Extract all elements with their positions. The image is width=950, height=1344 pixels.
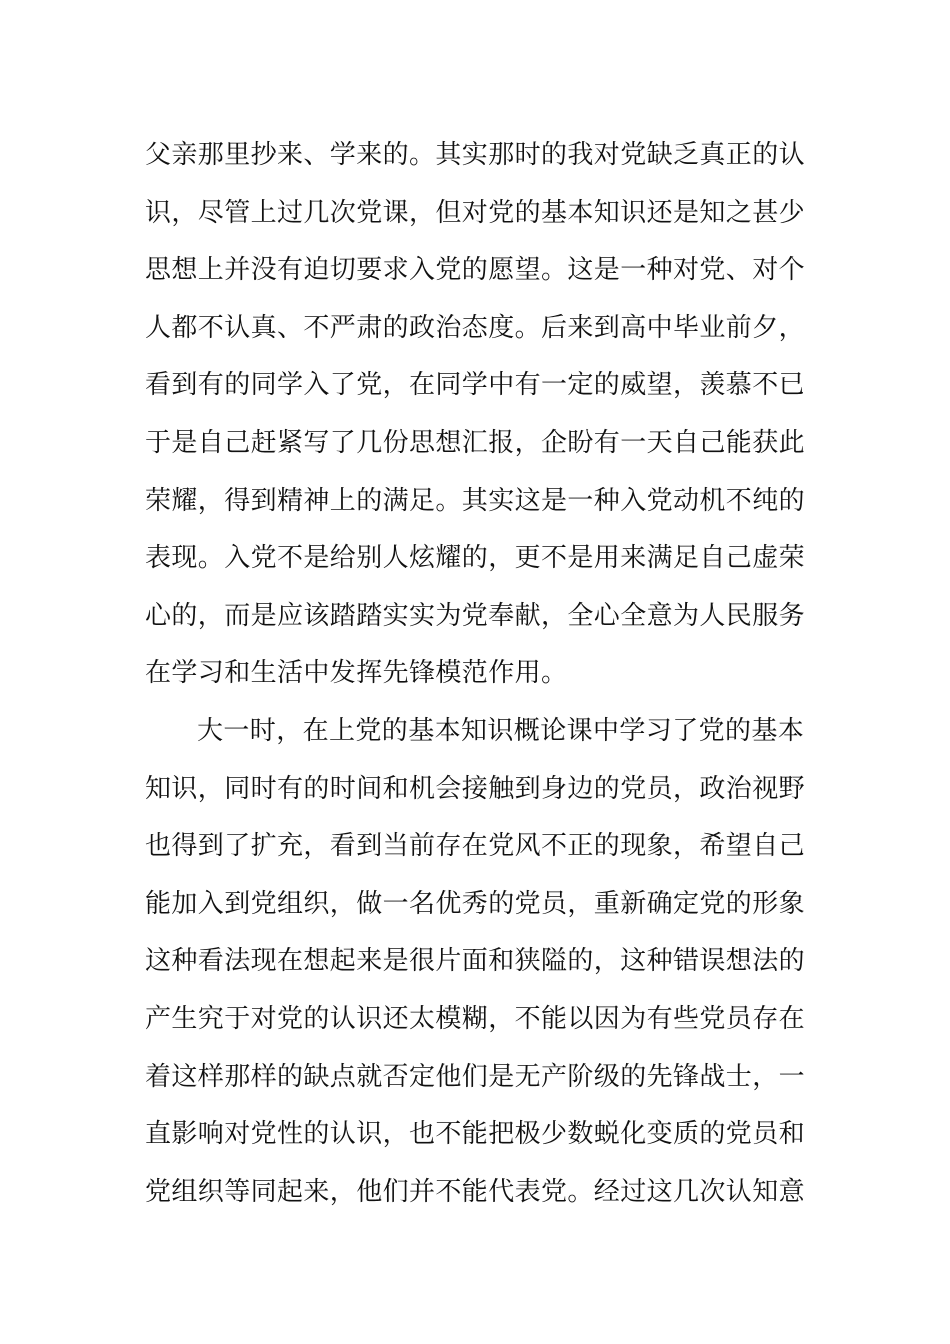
text-line: 表现。入党不是给别人炫耀的，更不是用来满足自己虚荣	[145, 543, 806, 574]
text-line: 人都不认真、不严肃的政治态度。后来到高中毕业前夕，	[145, 312, 806, 343]
text-line: 于是自己赶紧写了几份思想汇报，企盼有一天自己能获此	[145, 427, 806, 458]
text-line: 父亲那里抄来、学来的。其实那时的我对党缺乏真正的认	[145, 140, 806, 170]
text-line: 看到有的同学入了党，在同学中有一定的威望，羡慕不已	[145, 370, 806, 401]
text-line: 能加入到党组织，做一名优秀的党员，重新确定党的形象	[145, 888, 806, 919]
text-line: 知识，同时有的时间和机会接触到身边的党员，政治视野	[145, 773, 806, 804]
paragraph-start-line: 大一时，在上党的基本知识概论课中学习了党的基本	[197, 715, 805, 746]
text-line: 心的，而是应该踏踏实实为党奉献，全心全意为人民服务	[145, 600, 806, 631]
text-line: 着这样那样的缺点就否定他们是无产阶级的先锋战士，一	[145, 1061, 806, 1092]
text-line: 识，尽管上过几次党课，但对党的基本知识还是知之甚少	[145, 197, 806, 228]
text-line: 思想上并没有迫切要求入党的愿望。这是一种对党、对个	[145, 255, 806, 286]
body-text	[145, 127, 810, 1221]
text-line: 在学习和生活中发挥先锋模范作用。	[145, 658, 568, 689]
text-line: 也得到了扩充，看到当前存在党风不正的现象，希望自己	[145, 831, 806, 862]
text-line: 荣耀，得到精神上的满足。其实这是一种入党动机不纯的	[145, 485, 806, 516]
text-line: 党组织等同起来，他们并不能代表党。经过这几次认知意	[145, 1176, 806, 1207]
text-line: 这种看法现在想起来是很片面和狭隘的，这种错误想法的	[145, 946, 806, 977]
text-line: 直影响对党性的认识，也不能把极少数蜕化变质的党员和	[145, 1119, 806, 1150]
text-line: 产生究于对党的认识还太模糊，不能以因为有些党员存在	[145, 1003, 806, 1034]
